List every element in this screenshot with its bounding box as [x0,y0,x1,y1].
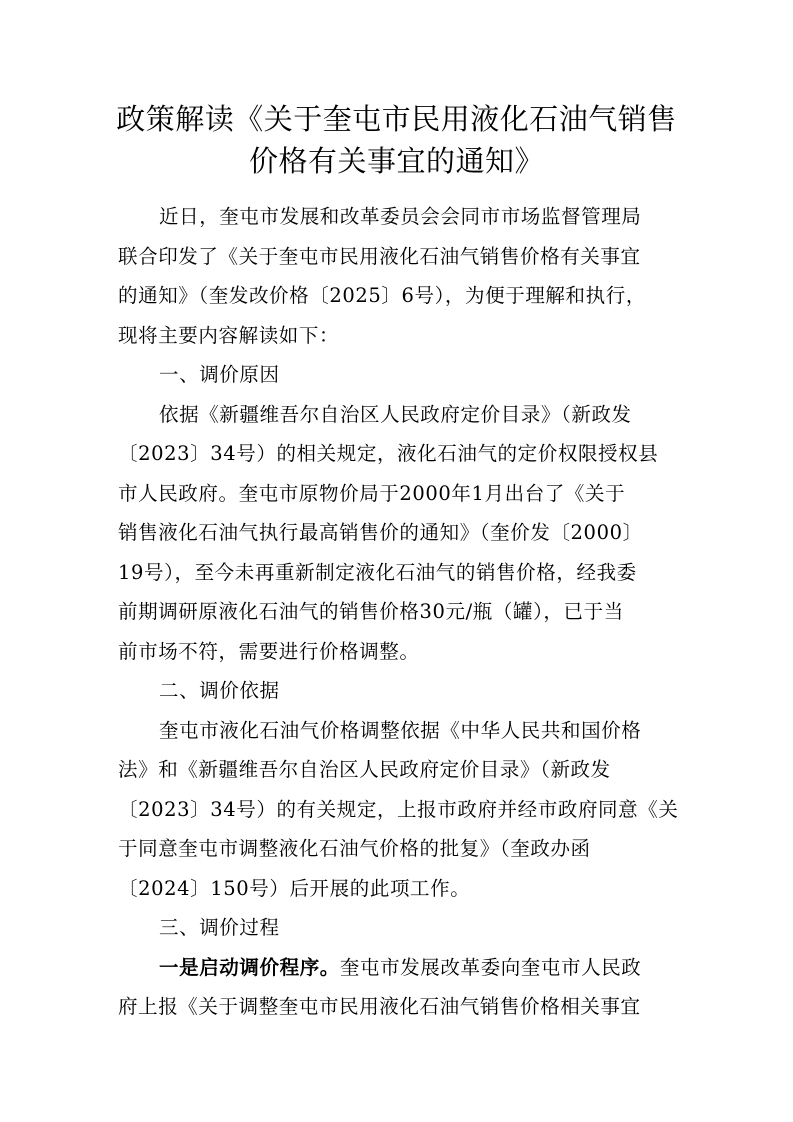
document-body [118,197,678,1027]
section3-paragraph-line: 府上报《关于调整奎屯市民用液化石油气销售价格相关事宜 [118,995,641,1018]
section1-paragraph-line: 销售液化石油气执行最高销售价的通知》（奎价发〔2000〕 [118,521,643,544]
section3-line-text: 奎屯市发展改革委向奎屯市人民政 [339,955,642,979]
section1-paragraph-line: 依据《新疆维吾尔自治区人民政府定价目录》（新政发 [159,402,632,426]
section-heading-adjustment-reason: 一、调价原因 [159,363,280,386]
section1-paragraph-line: 19号），至今未再重新制定液化石油气的销售价格，经我委 [118,560,637,584]
section3-paragraph-line [118,948,678,988]
section-heading-adjustment-process: 三、调价过程 [159,916,280,939]
section2-paragraph-line: 法》和《新疆维吾尔自治区人民政府定价目录》（新政发 [118,758,611,781]
section1-paragraph-line: 前期调研原液化石油气的销售价格30元/瓶（罐），已于当 [118,600,624,623]
title-line: 价格有关事宜的通知》 [248,144,544,178]
title-line: 政策解读《关于奎屯市民用液化石油气销售 [116,102,677,136]
intro-paragraph-line: 的通知》（奎发改价格〔2025〕6号），为便于理解和执行， [118,284,646,307]
section2-paragraph-line: 于同意奎屯市调整液化石油气价格的批复》（奎政办函 [118,837,591,860]
intro-paragraph-line: 现将主要内容解读如下： [118,323,340,347]
intro-paragraph-line: 联合印发了《关于奎屯市民用液化石油气销售价格有关事宜 [118,244,641,268]
section2-paragraph-line: 奎屯市液化石油气价格调整依据《中华人民共和国价格 [159,718,642,742]
document-title [90,98,703,182]
section-heading-adjustment-basis: 二、调价依据 [159,679,280,702]
intro-paragraph-line: 近日，奎屯市发展和改革委员会会同市市场监督管理局 [159,205,642,228]
bold-lead-text: 一是启动调价程序。 [159,955,340,979]
section2-paragraph-line: 〔2023〕34号）的有关规定，上报市政府并经市政府同意《关 [118,797,679,821]
section1-paragraph-line: 前市场不符，需要进行价格调整。 [118,639,420,663]
section1-paragraph-line: 〔2023〕34号）的相关规定，液化石油气的定价权限授权县 [118,442,659,465]
section1-paragraph-line: 市人民政府。奎屯市原物价局于2000年1月出台了《关于 [118,481,626,505]
section2-paragraph-line: 〔2024〕150号）后开展的此项工作。 [118,876,471,900]
